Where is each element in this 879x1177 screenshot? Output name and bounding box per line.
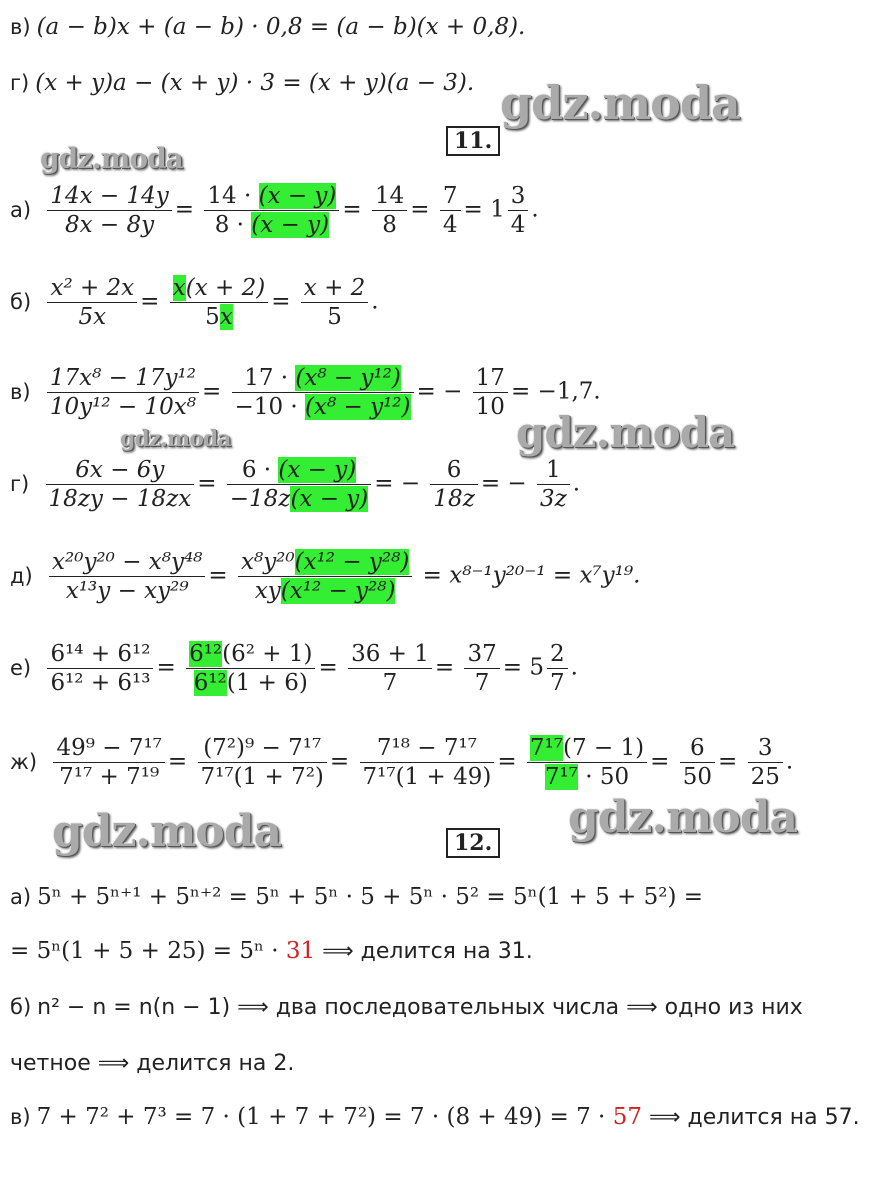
- fraction: $\frac{14 \cdot (x - y)}{8 \cdot (x - y)}$: [204, 182, 339, 239]
- highlighted-number: 31: [285, 938, 316, 964]
- fraction: $\frac{37}{7}$: [464, 640, 499, 697]
- fraction: $\frac{\text{17 · (x⁸ − y¹²)}}{\text{−10 · (x⁸ − y¹²)}}$: [232, 364, 414, 421]
- highlight: 7¹⁷: [544, 764, 578, 790]
- fraction: $\frac{\text{49⁹ − 7¹⁷}}{\text{7¹⁷ + 7¹⁹}}$: [53, 734, 164, 791]
- fraction: $\frac{2}{7}$: [547, 640, 568, 697]
- equation: n² − n = n(n − 1) ⟹ два последовательных числа ⟹ одно из них: [37, 995, 803, 1020]
- fraction: $\frac{\text{6¹²(6² + 1)}}{\text{6¹²(1 + 6)}}$: [186, 640, 315, 697]
- item-label: г): [10, 471, 30, 496]
- fraction: $\frac{6x - 6y}{18zy - 18zx}$: [46, 456, 195, 513]
- watermark: gdz.moda: [40, 142, 183, 175]
- item-11-a: а) $\frac{14x - 14y}{8x - 8y}$ = $\frac{14 \cdot (x - y)}{8 \cdot (x - y)}$ = $\frac{14}{8}$ = $\frac{7}{4}$ = 1 $\frac{3}{4}$ .: [10, 183, 539, 238]
- item-11-b: б) $\frac{\text{x² + 2x}}{5x}$ = $\frac{x(x + 2)}{5x}$ = $\frac{x + 2}{5}$ .: [10, 275, 379, 330]
- fraction: $\frac{14}{8}$: [372, 182, 407, 239]
- item-11-e: е) $\frac{\text{6¹⁴ + 6¹²}}{\text{6¹² + 6¹³}}$ = $\frac{\text{6¹²(6² + 1)}}{\text{6¹²(1 + 6)}}$ = $\frac{36 + 1}{7}$ = $\frac{37}{7}$ = 5 $\frac{2}{7}$ .: [10, 641, 578, 696]
- fraction: $\frac{x(x + 2)}{5x}$: [170, 274, 268, 331]
- equation: 5ⁿ + 5ⁿ⁺¹ + 5ⁿ⁺² = 5ⁿ + 5ⁿ · 5 + 5ⁿ · 5² = 5ⁿ(1 + 5 + 5²) =: [37, 884, 704, 910]
- item-label: е): [10, 655, 32, 680]
- fraction: $\frac{1}{3z}$: [537, 456, 570, 513]
- highlight: 7¹⁷: [529, 735, 563, 761]
- highlight: (x¹² − y²⁸): [294, 549, 410, 575]
- watermark: gdz.moda: [568, 792, 798, 843]
- item-label: в): [10, 1105, 31, 1129]
- item-11-g: г) $\frac{6x - 6y}{18zy - 18zx}$ = $\frac{6 \cdot (x - y)}{-18z(x - y)}$ = − $\frac{6}{18z}$ = − $\frac{1}{3z}$ .: [10, 457, 581, 512]
- highlight: (x − y): [278, 457, 357, 483]
- problem-number-11: 11.: [446, 126, 500, 156]
- item-label: а): [10, 197, 32, 222]
- highlight: (x⁸ − y¹²): [295, 365, 401, 391]
- equation: (x + y)a − (x + y) · 3 = (x + y)(a − 3).: [35, 70, 475, 96]
- fraction: $\frac{6}{50}$: [680, 734, 715, 791]
- fraction: $\frac{6}{18z}$: [430, 456, 477, 513]
- fraction: $\frac{\text{x²⁰y²⁰ − x⁸y⁴⁸}}{\text{x¹³y − xy²⁹}}$: [49, 548, 205, 605]
- fraction: $\frac{7}{4}$: [440, 182, 461, 239]
- highlight: (x¹² − y²⁸): [280, 578, 396, 604]
- highlight: x: [172, 275, 186, 301]
- highlight: 6¹²: [189, 641, 223, 667]
- watermark: gdz.moda: [120, 426, 231, 452]
- fraction: $\frac{14x - 14y}{8x - 8y}$: [47, 182, 171, 239]
- item-12-v: в) 7 + 7² + 7³ = 7 · (1 + 7 + 7²) = 7 · (8 + 49) = 7 · 57 ⟹ делится на 57.: [10, 1104, 860, 1130]
- line-g-prev: [10, 68, 474, 98]
- item-12-a-1: [10, 882, 703, 912]
- highlight: 6¹²: [193, 670, 227, 696]
- item-label: г): [10, 71, 30, 95]
- fraction: $\frac{\text{6¹⁴ + 6¹²}}{\text{6¹² + 6¹³}}$: [47, 640, 153, 697]
- item-11-d: д) $\frac{\text{x²⁰y²⁰ − x⁸y⁴⁸}}{\text{x¹³y − xy²⁹}}$ = $\frac{\text{x⁸y²⁰(x¹² − y²⁸)}}{\text{xy(x¹² − y²⁸)}}$ = x⁸⁻¹y²⁰⁻¹ = x⁷y¹⁹.: [10, 549, 641, 604]
- item-11-zh: ж) $\frac{\text{49⁹ − 7¹⁷}}{\text{7¹⁷ + 7¹⁹}}$ = $\frac{\text{(7²)⁹ − 7¹⁷}}{\text{7¹⁷(1 + 7²)}}$ = $\frac{\text{7¹⁸ − 7¹⁷}}{\text{7¹⁷(1 + 49)}}$ = $\frac{\text{7¹⁷(7 − 1)}}{\text{7¹⁷ · 50}}$ = $\frac{6}{50}$ = $\frac{3}{25}$ .: [10, 735, 794, 790]
- item-12-a-2: = 5ⁿ(1 + 5 + 25) = 5ⁿ · 31 ⟹ делится на 31.: [10, 938, 533, 964]
- fraction: $\frac{\text{x² + 2x}}{5x}$: [47, 274, 137, 331]
- fraction: $\frac{36 + 1}{7}$: [348, 640, 432, 697]
- item-label: в): [10, 15, 31, 39]
- fraction: $\frac{\text{7¹⁷(7 − 1)}}{\text{7¹⁷ · 50}}$: [527, 734, 647, 791]
- fraction: $\frac{x + 2}{5}$: [301, 274, 369, 331]
- problem-number-12: 12.: [446, 828, 500, 858]
- highlighted-number: 57: [612, 1104, 642, 1130]
- equation: (a − b)x + (a − b) · 0,8 = (a − b)(x + 0,8).: [36, 14, 526, 40]
- watermark: gdz.moda: [52, 806, 282, 857]
- fraction: $\frac{\text{7¹⁸ − 7¹⁷}}{\text{7¹⁷(1 + 49)}}$: [360, 734, 495, 791]
- item-label: а): [10, 885, 32, 909]
- item-12-b-1: [10, 992, 803, 1023]
- item-11-v: в) $\frac{\text{17x⁸ − 17y¹²}}{\text{10y¹² − 10x⁸}}$ = $\frac{\text{17 · (x⁸ − y¹²)}}{\text{−10 · (x⁸ − y¹²)}}$ = − $\frac{17}{10}$ = −1,7.: [10, 365, 601, 420]
- item-label: ж): [10, 749, 38, 774]
- fraction: $\frac{\text{(7²)⁹ − 7¹⁷}}{\text{7¹⁷(1 + 7²)}}$: [198, 734, 327, 791]
- highlight: (x − y): [251, 212, 330, 238]
- highlight: (x − y): [258, 183, 337, 209]
- fraction: $\frac{3}{25}$: [748, 734, 783, 791]
- item-label: в): [10, 379, 31, 404]
- highlight: x: [219, 304, 233, 330]
- watermark: gdz.moda: [516, 408, 735, 457]
- highlight: (x⁸ − y¹²): [305, 394, 411, 420]
- item-label: б): [10, 995, 32, 1019]
- item-label: б): [10, 289, 32, 314]
- highlight: (x − y): [290, 486, 369, 512]
- fraction: $\frac{\text{x⁸y²⁰(x¹² − y²⁸)}}{\text{xy(x¹² − y²⁸)}}$: [238, 548, 412, 605]
- item-12-b-2: четное ⟹ делится на 2.: [10, 1051, 295, 1076]
- fraction: $\frac{6 \cdot (x - y)}{-18z(x - y)}$: [227, 456, 371, 513]
- fraction: $\frac{\text{17x⁸ − 17y¹²}}{\text{10y¹² − 10x⁸}}$: [47, 364, 199, 421]
- item-label: д): [10, 563, 33, 588]
- watermark: gdz.moda: [500, 76, 740, 130]
- fraction: $\frac{3}{4}$: [508, 182, 529, 239]
- line-v-prev: [10, 12, 525, 42]
- fraction: $\frac{17}{10}$: [473, 364, 508, 421]
